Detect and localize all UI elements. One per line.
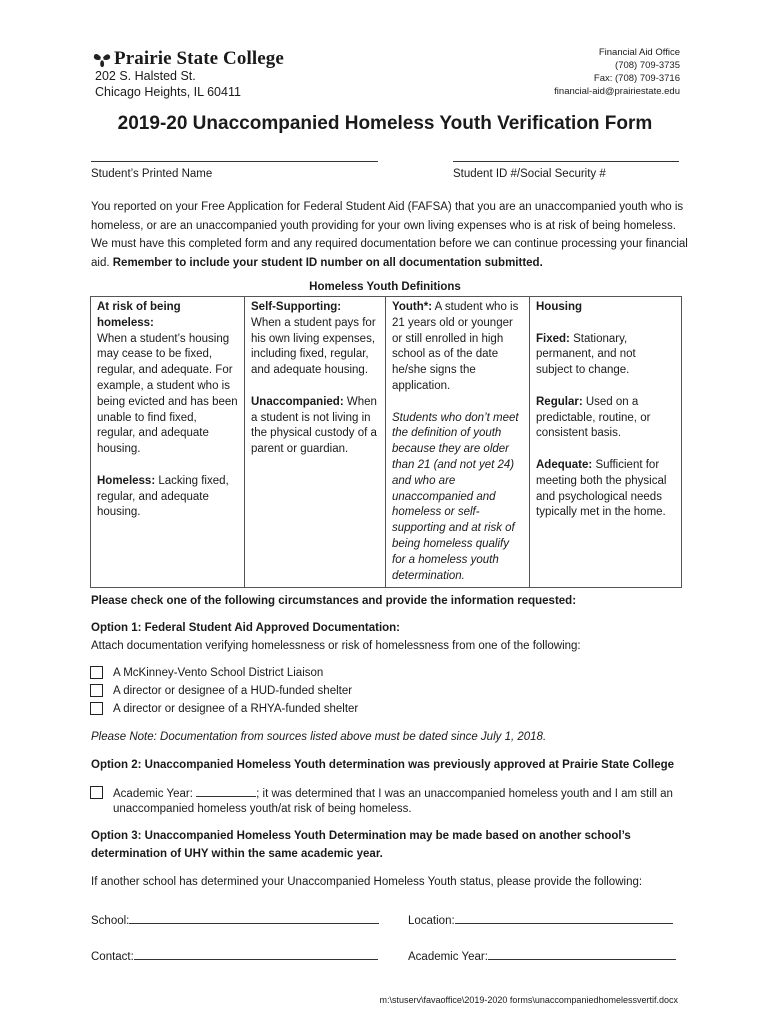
option1-note: Please Note: Documentation from sources listed above must be dated since July 1, 2018. <box>91 731 547 743</box>
youth-note: Students who don’t meet the definition of youth because they are older than 21 (and not yet 24) and who are unaccompanied and homeless or self-supporting and at risk of being homeless qualify for a homeless youth determination. <box>392 411 519 582</box>
instructions: Please check one of the following circumstances and provide the information requested: <box>91 595 577 607</box>
option2-text-line2: unaccompanied homeless youth/at risk of being homeless. <box>113 803 412 815</box>
term-self-supporting: Self-Supporting: <box>251 301 342 313</box>
def-fixed: Stationary, permanent, and not subject to change. <box>536 332 636 377</box>
def-at-risk: When a student’s housing may cease to be fixed, regular, and adequate. For example, a student who is being evicted and has been unable to find fixed, regular, and adequate housing. <box>97 332 238 456</box>
intro-paragraph <box>91 198 691 272</box>
option2-title: Option 2: Unaccompanied Homeless Youth determination was previously approved at Prairie State College <box>91 759 675 771</box>
definition-cell-housing <box>530 297 682 588</box>
contact-input-line[interactable] <box>134 948 378 960</box>
def-youth: A student who is 21 years old or younger or still enrolled in high school as of the date he/she signs the application. <box>392 301 519 392</box>
option1-item-rhya-shelter: A director or designee of a RHYA-funded shelter <box>113 703 359 715</box>
intro-bold-reminder: Remember to include your student ID number on all documentation submitted. <box>112 256 543 269</box>
definition-cell-youth <box>386 297 530 588</box>
college-logo <box>92 48 284 70</box>
academic-year-label: Academic Year: <box>408 951 488 963</box>
printed-name-line[interactable] <box>91 161 378 162</box>
def-adequate: Sufficient for meeting both the physical and psychological needs typically met in the home. <box>536 458 667 519</box>
option2-text-after-blank: ; it was determined that I was an unaccompanied homeless youth and I am still an <box>256 788 673 800</box>
term-at-risk: At risk of being homeless: <box>97 301 181 329</box>
term-homeless: Homeless: <box>97 474 156 487</box>
contact-label: Contact: <box>91 951 134 963</box>
option2-checkbox[interactable] <box>90 786 103 799</box>
term-regular: Regular: <box>536 395 583 408</box>
def-homeless: Lacking fixed, regular, and adequate housing. <box>97 474 229 519</box>
office-contact <box>554 46 680 98</box>
location-input-line[interactable] <box>455 912 673 924</box>
term-fixed: Fixed: <box>536 332 570 345</box>
option1-checkbox-mckinney-vento[interactable] <box>90 666 103 679</box>
printed-name-label: Student’s Printed Name <box>91 168 213 180</box>
office-email[interactable]: financial-aid@prairiestate.edu <box>554 86 680 97</box>
option2-academic-year-label: Academic Year: <box>113 788 193 800</box>
location-label: Location: <box>408 915 455 927</box>
option3-title-line1: Option 3: Unaccompanied Homeless Youth Determination may be made based on another school’s <box>91 830 631 842</box>
term-adequate: Adequate: <box>536 458 593 471</box>
option1-item-hud-shelter: A director or designee of a HUD-funded shelter <box>113 685 353 697</box>
school-input-line[interactable] <box>129 912 379 924</box>
contact-field <box>91 948 378 963</box>
def-regular: Used on a predictable, routine, or consistent basis. <box>536 395 651 440</box>
academic-year-field <box>408 948 676 963</box>
student-id-label: Student ID #/Social Security # <box>453 168 606 180</box>
prairie-flower-logo-icon <box>92 49 112 69</box>
def-self-supporting: When a student pays for his own living expenses, including fixed, regular, and adequate housing. <box>251 316 376 377</box>
office-fax: Fax: (708) 709-3716 <box>593 73 680 84</box>
option1-checkbox-rhya-shelter[interactable] <box>90 702 103 715</box>
option2-academic-year-blank[interactable] <box>196 785 256 797</box>
intro-text: You reported on your Free Application for Federal Student Aid (FAFSA) that you are an unaccompanied youth who is homeless, or are an unaccompanied youth providing for your own living expenses who is at risk of being homeless. We must have this completed form and any required documentation before we can continue processing your financial aid. <box>91 201 688 269</box>
definition-cell-risk <box>91 297 245 588</box>
housing-heading: Housing <box>536 301 582 313</box>
location-field <box>408 912 673 927</box>
def-unaccompanied: When a student is not living in the physical custody of a parent or guardian. <box>251 395 377 456</box>
student-id-line[interactable] <box>453 161 679 162</box>
option3-text: If another school has determined your Unaccompanied Homeless Youth status, please provide the following: <box>91 876 643 888</box>
school-field <box>91 912 379 927</box>
office-phone: (708) 709-3735 <box>615 60 680 71</box>
option1-checkbox-hud-shelter[interactable] <box>90 684 103 697</box>
option3-title-line2: determination of UHY within the same academic year. <box>91 848 383 860</box>
definitions-heading: Homeless Youth Definitions <box>309 281 461 293</box>
option1-item-mckinney-vento: A McKinney-Vento School District Liaison <box>113 667 324 679</box>
footer-file-path: m:\stuserv\favaoffice\2019-2020 forms\unaccompaniedhomelessvertif.docx <box>379 995 678 1005</box>
address-line-2: Chicago Heights, IL 60411 <box>95 85 241 99</box>
address-line-1: 202 S. Halsted St. <box>95 69 196 83</box>
office-name: Financial Aid Office <box>598 47 680 58</box>
definitions-table <box>90 296 682 588</box>
term-unaccompanied: Unaccompanied: <box>251 395 344 408</box>
definition-cell-self-supporting <box>245 297 386 588</box>
college-name: Prairie State College <box>114 48 284 69</box>
form-title: 2019-20 Unaccompanied Homeless Youth Verification Form <box>117 113 653 134</box>
option1-title: Option 1: Federal Student Aid Approved Documentation: <box>91 622 401 634</box>
academic-year-input-line[interactable] <box>488 948 676 960</box>
option2-statement <box>113 785 673 800</box>
option1-subtitle: Attach documentation verifying homelessness or risk of homelessness from one of the following: <box>91 640 581 652</box>
school-label: School: <box>91 915 130 927</box>
term-youth: Youth*: <box>392 301 433 313</box>
